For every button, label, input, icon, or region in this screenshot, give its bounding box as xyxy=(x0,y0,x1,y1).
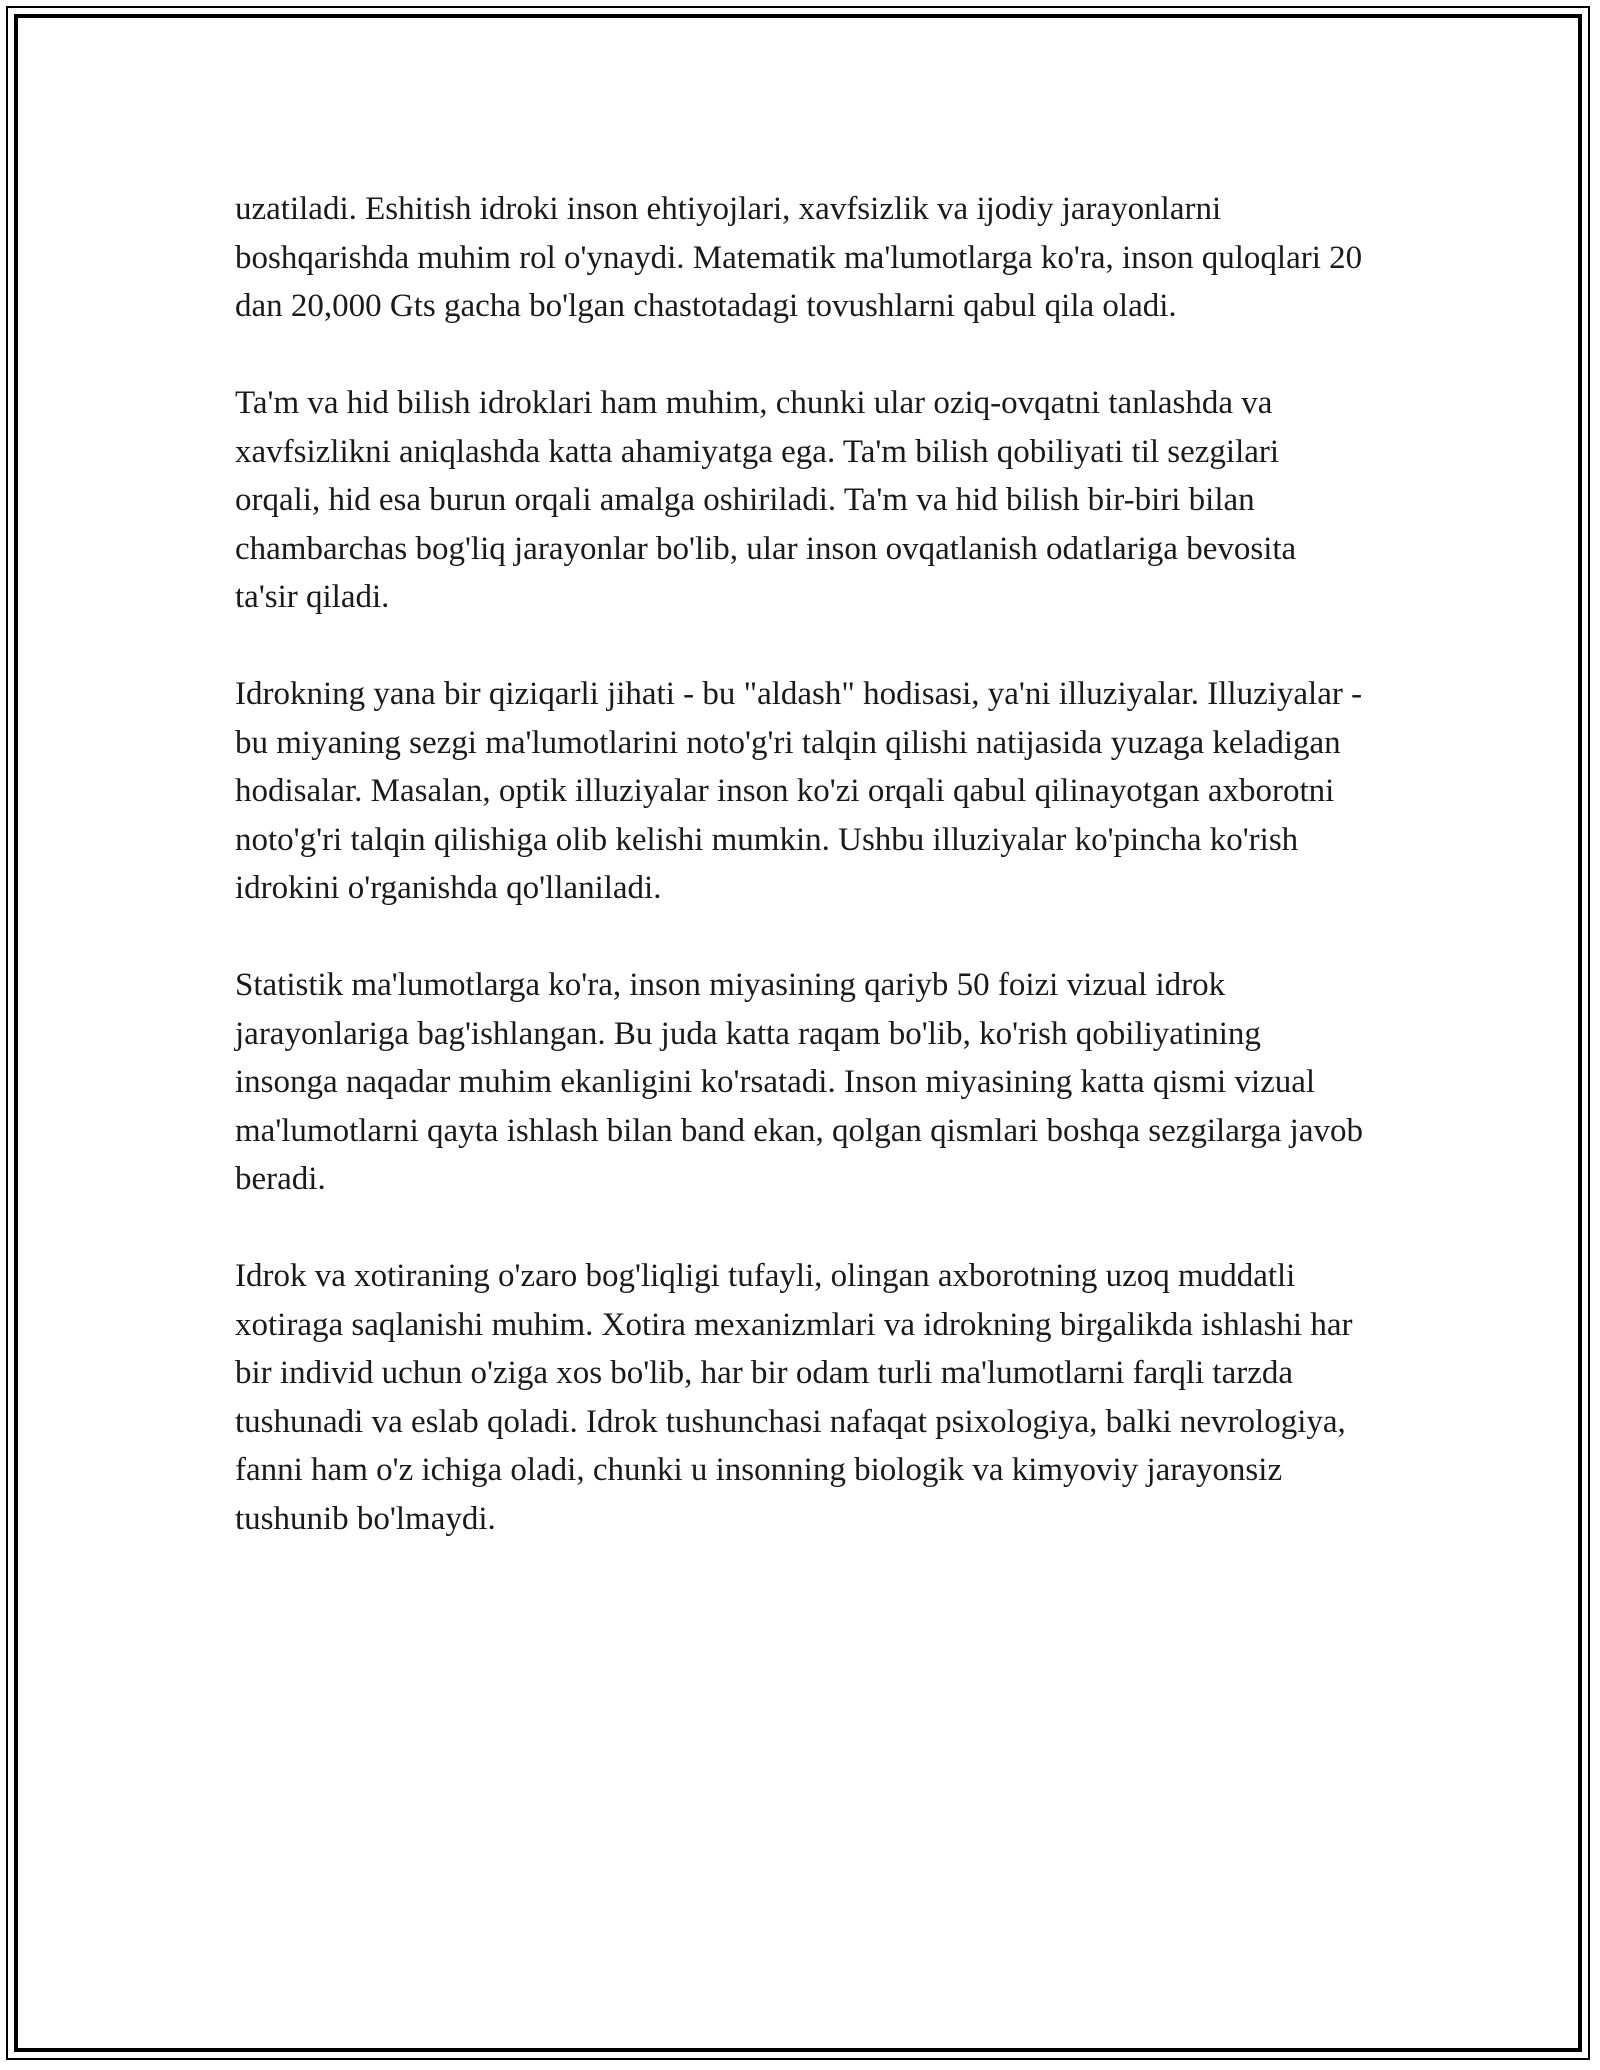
paragraph-4: Statistik ma'lumotlarga ko'ra, inson miyasining qariyb 50 foizi vizual idrok jarayonlariga bag'ishlangan. Bu juda katta raqam bo'lib, ko'rish qobiliyatining insonga naqadar muhim ekanligini ko'rsatadi. Inson miyasining katta qismi vizual ma'lumotlarni qayta ishlash bilan band ekan, qolgan qismlari boshqa sezgilarga javob beradi. xyxy=(235,967,1363,1197)
document-body xyxy=(235,185,1365,1543)
paragraph-2: Ta'm va hid bilish idroklari ham muhim, chunki ular oziq-ovqatni tanlashda va xavfsizlikni aniqlashda katta ahamiyatga ega. Ta'm bilish qobiliyati til sezgilari orqali, hid esa burun orqali amalga oshiriladi. Ta'm va hid bilish bir-biri bilan chambarchas bog'liq jarayonlar bo'lib, ular inson ovqatlanish odatlariga bevosita ta'sir qiladi. xyxy=(235,385,1297,615)
paragraph-5: Idrok va xotiraning o'zaro bog'liqligi tufayli, olingan axborotning uzoq muddatli xotiraga saqlanishi muhim. Xotira mexanizmlari va idrokning birgalikda ishlashi har bir individ uchun o'ziga xos bo'lib, har bir odam turli ma'lumotlarni farqli tarzda tushunadi va eslab qoladi. Idrok tushunchasi nafaqat psixologiya, balki nevrologiya, fanni ham o'z ichiga oladi, chunki u insonning biologik va kimyoviy jarayonsiz tushunib bo'lmaydi. xyxy=(235,1258,1353,1537)
paragraph-1: uzatiladi. Eshitish idroki inson ehtiyojlari, xavfsizlik va ijodiy jarayonlarni boshqarishda muhim rol o'ynaydi. Matematik ma'lumotlarga ko'ra, inson quloqlari 20 dan 20,000 Gts gacha bo'lgan chastotadagi tovushlarni qabul qila oladi. xyxy=(235,191,1363,324)
paragraph-3: Idrokning yana bir qiziqarli jihati - bu "aldash" hodisasi, ya'ni illuziyalar. Illuziyalar - bu miyaning sezgi ma'lumotlarini noto'g'ri talqin qilishi natijasida yuzaga keladigan hodisalar. Masalan, optik illuziyalar inson ko'zi orqali qabul qilinayotgan axborotni noto'g'ri talqin qilishiga olib kelishi mumkin. Ushbu illuziyalar ko'pincha ko'rish idrokini o'rganishda qo'llaniladi. xyxy=(235,676,1363,906)
